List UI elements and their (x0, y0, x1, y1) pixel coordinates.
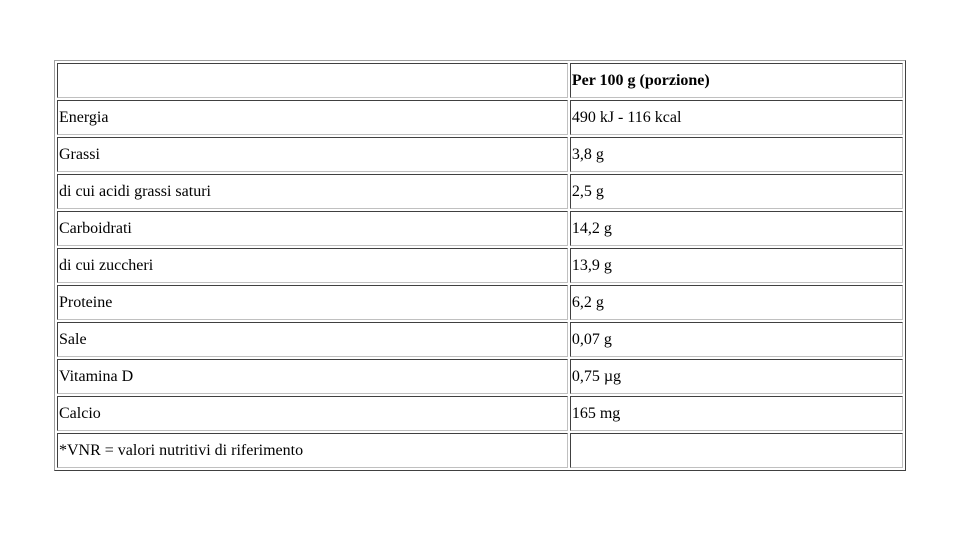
nutrient-label: Energia (57, 100, 568, 135)
nutrient-label: di cui zuccheri (57, 248, 568, 283)
header-value-cell: Per 100 g (porzione) (570, 63, 903, 98)
table-row (57, 174, 903, 209)
nutrition-table (54, 60, 906, 471)
table-footnote-row (57, 433, 903, 468)
table-row (57, 396, 903, 431)
nutrient-value: 2,5 g (570, 174, 903, 209)
nutrient-value: 165 mg (570, 396, 903, 431)
table-row (57, 322, 903, 357)
table-row (57, 359, 903, 394)
table-row (57, 100, 903, 135)
nutrient-value: 13,9 g (570, 248, 903, 283)
nutrient-label: Vitamina D (57, 359, 568, 394)
nutrient-label: Sale (57, 322, 568, 357)
nutrient-label: Carboidrati (57, 211, 568, 246)
header-label-cell (57, 63, 568, 98)
nutrient-value: 6,2 g (570, 285, 903, 320)
table-row (57, 211, 903, 246)
nutrient-value: 3,8 g (570, 137, 903, 172)
table-row (57, 248, 903, 283)
nutrient-value: 0,75 µg (570, 359, 903, 394)
nutrient-label: di cui acidi grassi saturi (57, 174, 568, 209)
nutrient-value: 490 kJ - 116 kcal (570, 100, 903, 135)
nutrient-label: Calcio (57, 396, 568, 431)
nutrient-value: 0,07 g (570, 322, 903, 357)
footnote-value-cell (570, 433, 903, 468)
table-header-row (57, 63, 903, 98)
table-row (57, 285, 903, 320)
nutrient-label: Proteine (57, 285, 568, 320)
table-row (57, 137, 903, 172)
nutrient-value: 14,2 g (570, 211, 903, 246)
footnote-text: *VNR = valori nutritivi di riferimento (57, 433, 568, 468)
nutrient-label: Grassi (57, 137, 568, 172)
